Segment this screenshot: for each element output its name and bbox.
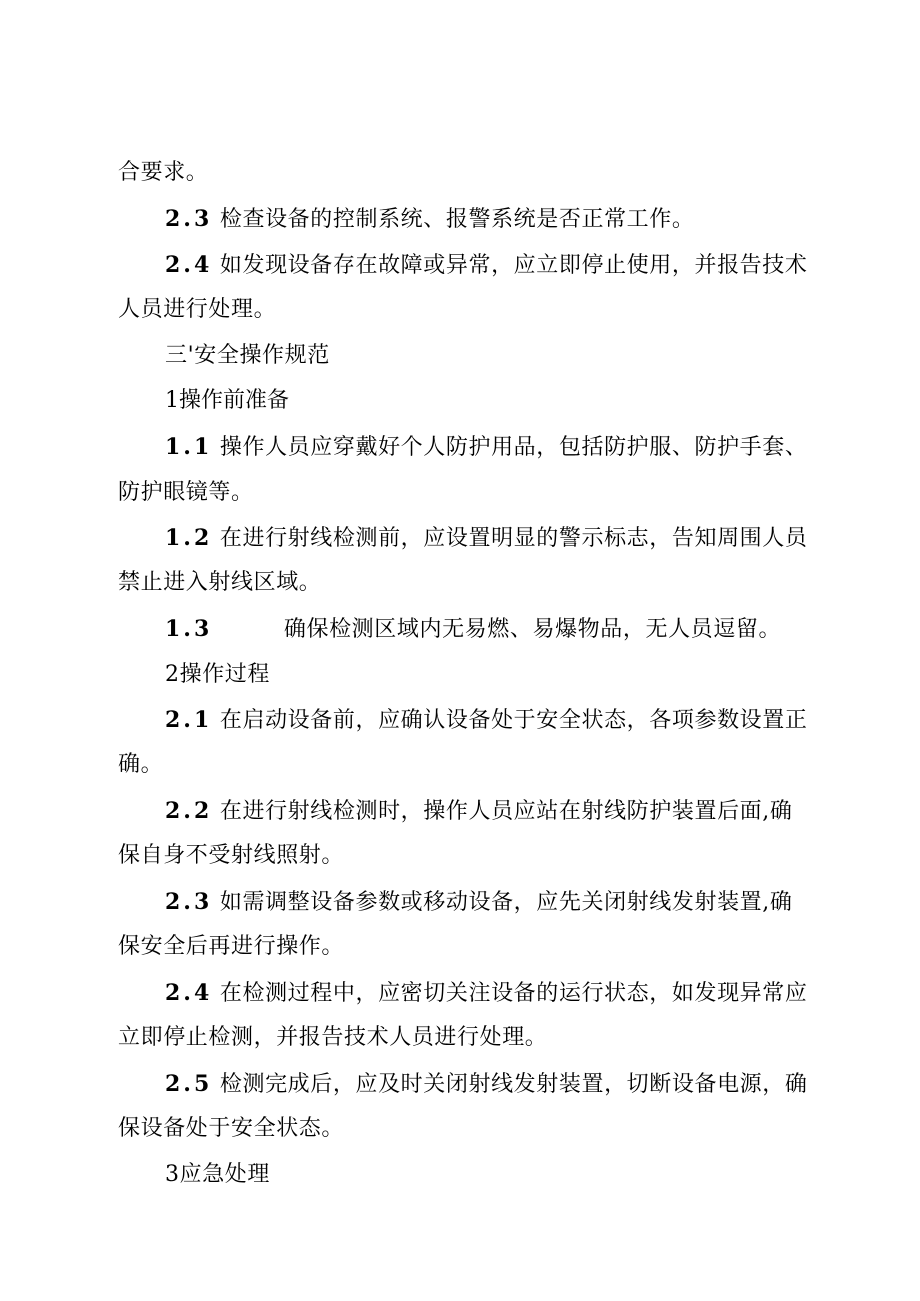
line-text: 确保检测区域内无易燃、易爆物品，无人员逗留。 [283,617,782,642]
list-item-2-1 [165,705,807,736]
line-text: 保安全后再进行操作。 [118,934,345,959]
paragraph-line [118,158,208,188]
line-text: 检测完成后，应及时关闭射线发射装置，切断设备电源，确 [219,1072,808,1097]
line-text: 禁止进入射线区域。 [118,570,322,595]
line-text: 2操作过程 [165,662,270,687]
paragraph-line [118,568,321,598]
line-text: 检查设备的控制系统、报警系统是否正常工作。 [219,207,695,232]
paragraph-line [118,841,344,871]
line-text: 1操作前准备 [165,388,289,413]
line-text: 合要求。 [118,160,209,185]
line-text: 操作人员应穿戴好个人防护用品，包括防护服、防护手套、 [219,435,808,460]
line-text: 在检测过程中，应密切关注设备的运行状态，如发现异常应 [219,981,808,1006]
item-number: 2.5 [165,1071,213,1097]
item-number: 2.2 [165,798,213,824]
line-text: 确。 [118,752,164,777]
list-item-2-3b [165,887,792,918]
list-item-2-4 [165,250,807,281]
paragraph-line [118,478,254,508]
line-text: 如发现设备存在故障或异常，应立即停止使用，并报告技术 [219,253,808,278]
item-number: 2.1 [165,707,213,733]
paragraph-line [118,1023,547,1053]
item-number: 1.2 [165,525,213,551]
item-number: 1.3 [165,616,213,642]
paragraph-line [118,750,163,780]
item-number: 2.3 [165,889,213,915]
list-item-1-1 [165,432,807,463]
item-number: 2.4 [165,980,213,1006]
item-number: 2.3 [165,206,213,232]
line-text: 在进行射线检测前，应设置明显的警示标志，告知周围人员 [219,526,808,551]
line-text: 3应急处理 [165,1162,270,1187]
line-text: 如需调整设备参数或移动设备，应先关闭射线发射装置,确 [219,890,793,915]
paragraph-line [118,1114,344,1144]
paragraph-line [118,932,344,962]
line-text: 在启动设备前，应确认设备处于安全状态，各项参数设置正 [219,708,808,733]
list-item-1-3 [165,614,781,645]
line-text: 立即停止检测，并报告技术人员进行处理。 [118,1025,548,1050]
list-item-1-2 [165,523,807,554]
list-item-2-5 [165,1069,807,1100]
subsection-heading [165,1160,270,1190]
section-heading [165,341,330,371]
item-number: 1.1 [165,434,213,460]
paragraph-line [118,295,276,325]
line-text: 在进行射线检测时，操作人员应站在射线防护装置后面,确 [219,799,793,824]
list-item-2-3 [165,204,694,235]
line-text: 人员进行处理。 [118,297,277,322]
line-text: 三'安全操作规范 [165,343,330,368]
item-number: 2.4 [165,252,213,278]
list-item-2-4b [165,978,807,1009]
line-text: 防护眼镜等。 [118,480,254,505]
subsection-heading [165,660,270,690]
list-item-2-2 [165,796,792,827]
line-text: 保自身不受射线照射。 [118,843,345,868]
subsection-heading [165,386,289,416]
line-text: 保设备处于安全状态。 [118,1116,345,1141]
